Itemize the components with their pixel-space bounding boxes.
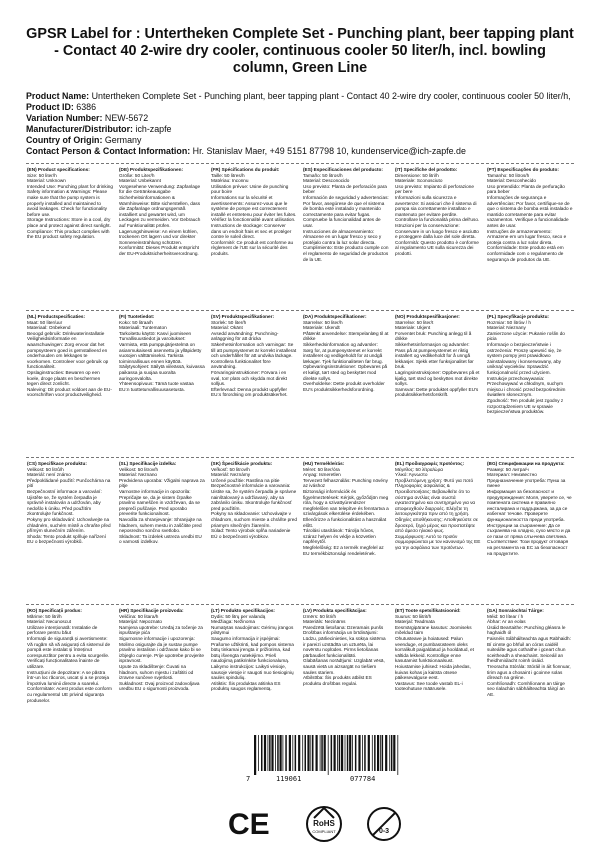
spec-section (210, 458, 298, 604)
product-name-line: Product Name: Untertheken Complete Set - Punching plant, beer tapping plant - Contact 40 2-wire dry cooler, continuous cooler 50 liter/h, (26, 91, 571, 101)
spec-section-heading: (DE) Produktspezifikationen: (119, 167, 184, 172)
variation-line: Variation Number: NEW-5672 (26, 113, 149, 123)
spec-section (26, 164, 114, 310)
country-line: Country of Origin: Germany (26, 135, 142, 145)
spec-section-body: Koko: 50 litraa/h Materiaali: Tuntematon Tarkoitettu käyttö: Kasvi juomiseen Turvallisuustiedot ja varoitukset: Varmista, että pumppujärjestelmä on asianmukaisesti asennettu ja ylläpidetty vuotojen välttämiseksi. Tarkista toiminnallisuus ennen käyttöä. Säilytysohjeet: Säilytä viileässä, kuivassa paikassa ja suojaa suoralta auringonvalolta. Yhteensopivuus: Tämä tuote vastaa EU:n tuotteturvallisuusasetusta. (119, 319, 205, 392)
footer-marks (26, 735, 574, 795)
spec-section-heading: (CS) Specifikace produktu: (27, 461, 87, 466)
spec-section-body: Veľkosť: 50 litrov/h Materiál: Neznámy Určené použitie: Rastlina na pitie Bezpečnostné informácie a varovania: Uistite sa, že systém čerpadla je správne nainštalovaný a udržiavaný, aby sa zabránilo úniku. Skontrolujte funkčnosť pred použitím. Pokyny na skladovanie: Uchovávajte v chladnom, suchom mieste a chráňte pred priamym slnečným žiarením. Súlad: Tento výrobok spĺňa nariadenie EÚ o bezpečnosti výrobkov. (211, 466, 297, 539)
spec-section-heading: (RO) Specificații produs: (27, 608, 82, 613)
spec-section-body: Størrelse: 50 liter/h Materiale: Ukendt Påtænkt anvendelse: Stempelanlæg til at drikke Sikkerhedsinformation og advarsler: Sørg for, at pumpesystemet er korrekt installeret og vedligeholdt for at undgå lækager. Tjek funktionaliteten før brug. Opbevaringsinstruktioner: Opbevares på et køligt, tørt sted og beskyttet mod direkte sollys. Overholdelse: Dette produkt overholder EU's produktsikkerhedsforordning. (303, 319, 389, 392)
spec-row-2 (26, 311, 574, 457)
spec-section-heading: (PL) Specyfikacje produktu: (487, 314, 549, 319)
spec-section (302, 164, 390, 310)
spec-section-body: Μέγεθος: 50 λίτρα/ώρα Υλικό: Άγνωστο Προβλεπόμενη χρήση: Φυτό για ποτό Πληροφορίες ασφαλείας & Προειδοποιήσεις: Βεβαιωθείτε ότι το σύστημα αντλίας είναι σωστά εγκατεστημένο και συντηρημένο για να αποφευχθούν διαρροές. Ελέγξτε τη λειτουργικότητα πριν από τη χρήση. Οδηγίες αποθήκευσης: Αποθηκεύστε σε δροσερό, ξηρό μέρος και προστατέψτε από άμεσο ηλιακό φως. Συμμόρφωση: Αυτό το προϊόν συμμορφώνεται με τον κανονισμό της ΕΕ για την ασφάλεια των προϊόντων. (395, 466, 481, 550)
barcode-image (254, 735, 402, 775)
spec-section-body: Tamanho: 50 litros/h Material: Desconhecido Uso pretendido: Planta de perfuração para beber Informações de segurança e advertências: Por favor, certifique-se de que o sistema de bomba está instalado e mantido corretamente para evitar vazamentos. Verifique a funcionalidade antes de usar. Instruções de armazenamento: Armazene em um lugar fresco, seco e proteja contra a luz solar direta. Conformidade: Este produto está em conformidade com o regulamento de segurança de produtos da UE. (487, 172, 573, 262)
spec-section-heading: (LV) Produkta specifikācijas: (303, 608, 367, 613)
spec-section-body: Größe: 50 Liter/h Material: Unbekannt Vorgesehene Verwendung: Zapfanlage für die Getränkeausgabe Sicherheitsinformationen & Warnhinweise: Bitte sicherstellen, dass die Zapfanlage ordnungsgemäß installiert und gewartet wird, um Leckagen zu vermeiden. Vor Gebrauch auf Funktionalität prüfen. Lagerungshinweise: An einem kühlen, trockenen Ort lagern und vor direkter Sonneneinstrahlung schützen. Konformität: Dieses Produkt entspricht der EU-Produktsicherheitsverordnung. (119, 172, 201, 256)
spec-section (486, 311, 574, 457)
spec-section-heading: (ES) Especificaciones del producto: (303, 167, 383, 172)
spec-section-body: Mărime: 50 litri/h Material: Necunoscut Utilizare intenționată: Instalatie de perforare pentru băut Informații de siguranță și avertismente: Vă rugăm să vă asigurați că sistemul de pompă este instalat și întreținut corespunzător pentru a evita scurgerile. Verificați funcționalitatea înainte de utilizare. Instrucțiuni de depozitare: A se păstra într-un loc răcoros, uscat și a se proteja împotriva luminii directe a soarelui. Conformitate: Acest produs este conform cu regulamentul UE privind siguranța produselor. (27, 613, 112, 703)
spec-section (118, 311, 206, 457)
spec-section-body: Størrelse: 50 liter/t Materiale: Ukjent Forventet bruk: Punching anlegg til å drikke Sikkerhetsinformasjon og advarsler: Pass på at pumpesystemet er riktig installert og vedlikeholdt for å unngå lekkasjer. Sjekk etter funksjonalitet før bruk. Lagringsinstruksjoner: Oppbevares på et kjølig, tørt sted og beskyttes mot direkte sollys. Samsvar: Dette produktet oppfyller EU's produktsikkerhetsforskrift. (395, 319, 480, 398)
spec-section-body: Размер: 50 литра/ч Материал: Неизвестно Предназначение употреба: Пунш за пиене Информация за безопасност и предупреждения: Моля, уверете се, че помпената система е правилно инсталирана и поддържана, за да се избегнат течове. Проверете функционалността преди употреба. Инструкции за съхранение: Да се съхранява на хладно, сухо място и да се пази от пряка слънчева светлина. Съответствие: Този продукт отговаря на регламента на ЕС за безопасност на продуктите. (487, 466, 572, 556)
spec-section-body: Velikost: 50 litrů/h Materiál: není známo Předpokládané použití: Punčochárna na pití Bezpečnostní informace a varování: Ujistěte se, že systém čerpadla je správně instalován a udržován, aby nedošlo k úniku. Před použitím zkontrolujte funkčnost. Pokyny pro skladování: Uchovávejte na chladném, suchém místě a chraňte před přímým slunečním zářením. Shoda: Tento produkt splňuje nařízení EU o bezpečnosti výrobků. (27, 466, 111, 545)
spec-row-3 (26, 458, 574, 604)
label-title: GPSR Label for : Untertheken Complete Set - Punching plant, beer tapping plant - Contact 40 2-wire dry cooler, continuous cooler 50 liter/h, incl. bowling column, Green Line (26, 26, 574, 76)
spec-section-body: Suurus: 50 liitrit/h Materjal: Teadmata Eesmärgipärane kasutus: Joomiseks mõeldud taim Ohutusteave ja hoiatused: Palun veenduge, et pumbasüsteem oleks korralikult paigaldatud ja hooldatud, et vältida lekkeid. Kontrollige enne kasutamist funktsionaalsust. Hoiustamise juhised: Hoida jahedas, kuivas kohas ja kaitsta otsese päikesevalguse eest. Vastavus: See toode vastab EL-i tooteohutuse määrusele. (395, 613, 474, 692)
spec-section (210, 311, 298, 457)
spec-section-body: Izmērs: 50 litri/h Materiāls: Nezināms Paredzētā lietošana: Dzeramais punšs Drošības informācija un brīdinājumi: Lūdzu, pārliecinieties, ka sūkņa sistēma ir pareizi uzstādīta un uzturēta, lai novērstu noplūdes. Pirms lietošanas pārbaudiet funkcionalitāti. Glabāšanas norādījumi: Uzglabāt vēsā, sausā vietā un aizsargāt no tiešiem saules stariem. Atbilstība: Šis produkts atbilst ES produktu drošības regulai. (303, 613, 386, 686)
spec-section-body: Méret: 50 liter/óra Anyag: Ismeretlen Tervezett felhasználás: Punching növény az iváshoz Biztonsági információk és figyelmeztetések: Kérjük, győződjön meg róla, hogy a szivattyúrendszer megfelelően van telepítve és fenntartva a szivárgások elkerülése érdekében. Ellenőrizze a funkcionalitást a használat előtt. Tárolási utasítások: Tárolja hűvös, száraz helyen és védje a közvetlen napfénytől. Megfelelőség: Ez a termék megfelel az EU termékbiztonsági rendeletének. (303, 466, 389, 556)
svg-text:RoHS: RoHS (313, 819, 335, 828)
compliance-icons (226, 804, 426, 844)
spec-section-heading: (PT) Especificações do produto: (487, 167, 559, 172)
contact-line: Contact Person & Contact Information: Hr. Stanislav Maer, +49 5151 87798 10, kundenservice@ich-zapfe.de (26, 146, 466, 156)
spec-row-4 (26, 605, 574, 733)
spec-section (26, 458, 114, 604)
barcode-digits-mid: 119061 (276, 775, 302, 783)
spec-section-body: Size: 50 liter/h Material: Unknown Intended Use: Punching plant for drinking Safety information & Warnings: Please make sure that the pump system is properly installed and maintained to avoid leakages. Check for functionality before use. Storage Instructions: Store in a cool, dry place and protect against direct sunlight. Compliance: This product complies with the EU product safety regulation. (27, 172, 113, 240)
spec-section-body: Dydis: 50 litrų per valandą Medžiaga: Nežinoma Numatytas naudojimas: Gėrimų įrangos pilstymui Saugumo informacija ir įspėjimai: Prašome užtikrinti, kad pompos sistema būtų tinkamai įrengta ir prižiūrima, kad būtų išvengta nutekėjimo. Prieš naudojimą patikrinkite funkcionalumą. Laikymo instrukcijos: Laikyti vėsioje, sausoje vietoje ir saugoti nuo tiesioginių saulės spindulių. Atitiktis: Šis produktas atitinka ES produktų saugos reglamentą. (211, 613, 294, 692)
spec-section-heading: (IT) Specifiche del prodotto: (395, 167, 458, 172)
barcode-digit-left: 7 (246, 775, 251, 783)
spec-section-heading: (SK) Špecifikácie produktu: (211, 461, 273, 466)
barcode-digits (246, 775, 416, 785)
spec-section (302, 311, 390, 457)
spec-section (302, 458, 390, 604)
spec-section-heading: (FI) Tuotetiedot: (119, 314, 155, 319)
spec-section-body: Tamaño: 50 litros/h Material: Desconocido Uso previsto: Planta de perforación para beber Información de seguridad y advertencias: Por favor, asegúrese de que el sistema de bomba esté instalado y mantenido correctamente para evitar fugas. Compruebe la funcionalidad antes de usar. Instrucciones de almacenamiento: Almacene en un lugar fresco y seco y protéjalo contra la luz solar directa. Cumplimiento: Este producto cumple con el reglamento de seguridad de productos de la UE. (303, 172, 389, 262)
spec-section-heading: (EN) Product specifications: (27, 167, 90, 172)
svg-text:COMPLIANT: COMPLIANT (312, 829, 336, 834)
spec-section-heading: (NL) Productspecificaties: (27, 314, 86, 319)
spec-section-heading: (HU) Termékleírás: (303, 461, 345, 466)
spec-section-heading: (LT) Produkto specifikacijos: (211, 608, 275, 613)
spec-section-heading: (SV) Produktspecifikationer: (211, 314, 275, 319)
spec-section-heading: (BG) Спецификации на продукта: (487, 461, 565, 466)
age-warning-icon (368, 808, 400, 840)
spec-section-body: Veličina: 50 litara/h Materijal: Nepoznato Namjena upotrebe: Uređaj za točenje za ispuštanje pića Sigurnosne informacije i upozorenja: Molimo osigurajte da je sustav pumpe pravilno instaliran i održavan kako bi se izbjeglo curenje. Prije upotrebe provjerite ispravnost. Upute za skladištenje: Čuvati na hladnom, suhom mjestu i zaštititi od izravne sunčeve svjetlosti. Sukladnost: Ovaj proizvod zadovoljava uredbu EU o sigurnosti proizvoda. (119, 613, 204, 692)
spec-section (394, 311, 482, 457)
spec-section-heading: (DA) Produktspecifikationer: (303, 314, 367, 319)
spec-section (302, 605, 390, 733)
spec-section (118, 605, 206, 733)
spec-section-heading: (NO) Produktspesifikasjoner: (395, 314, 460, 319)
spec-section (394, 164, 482, 310)
spec-section (486, 458, 574, 604)
spec-section-body: Storlek: 50 liter/h Material: Okänt Avsedd användning: Punchning-anläggning för att dricka Säkerhetsinformation och varningar: Se till att pumpsystemet är korrekt installerat och underhållet för att undvika läckage. Kontrollera funktionalitet före användning. Förvaringsinstruktioner: Förvara i en sval, torr plats och skydda mot direkt solljus. Efterlevnad: Denna produkt uppfyller EU:s förordning om produktsäkerhet. (211, 319, 297, 398)
spec-section (118, 458, 206, 604)
spec-section (486, 605, 574, 733)
rohs-icon (307, 807, 341, 841)
spec-section-body: Méid: 50 lítear / h Ábhar: Ar an eolas Úsáid Beartaithe: Punching gléasra le haghaidh ól Faisnéis Sábháilteachta agus Rabhaidh: Bí cinnte go bhfuil an córas caidéil suiteáilte agus cothaithe i gceart chun sceitheadh a sheachaint. Seiceáil an fheidhmiúlacht roimh úsáid. Treoracha Stórála: Stóráil in áit fionnuar, tirim agus a chosaint i gcoinne solas díreach na gréine. Comhlíonadh: Comhlíonann an táirge seo rialachán sábháilteachta táirgí an AE. (487, 613, 571, 697)
spec-section-heading: (SL) Specifikacije izdelka: (119, 461, 177, 466)
spec-section (394, 458, 482, 604)
spec-section (394, 605, 482, 733)
spec-section-heading: (HR) Specifikacije proizvoda: (119, 608, 184, 613)
ce-mark-icon (228, 808, 270, 841)
spec-section-heading: (GA) Sonraíochtaí Táirge: (487, 608, 544, 613)
spec-section-heading: (FR) Spécifications du produit: (211, 167, 280, 172)
spec-section (210, 164, 298, 310)
spec-section-body: Velikost: 50 litrov/h Material: Neznano Predvidena uporaba: Vžigalni naprava za pitje Varnostne informacije in opozorila: Prepričajte se, da je sistem črpalke pravilno nameščen in vzdrževan, da se prepreči puščanje. Pred uporabo preverite funkcionalnost. Navodila za shranjevanje: Shranjujte na hladnem, suhem mestu in zaščitite pred neposredno sončno svetlobo. Skladnost: Ta izdelek ustreza uredbi EU o varnosti izdelkov. (119, 466, 205, 545)
svg-text:0-3: 0-3 (378, 828, 390, 835)
spec-section-body: Dimensione: 50 litri/h Materiale: Sconosciuto Uso previsto: Impianto di perforazione per bere Informazioni sulla sicurezza e avvertenze: Si assicuri che il sistema di pompa sia correttamente installato e mantenuto per evitare perdite. Controllare la funzionalità prima dell'uso. Istruzioni per la conservazione: Conservare in un luogo fresco e asciutto e proteggere dalla luce del sole diretta. Conformità: Questo prodotto è conforme al regolamento UE sulla sicurezza dei prodotti. (395, 172, 480, 256)
spec-row-1 (26, 164, 574, 310)
spec-section (26, 605, 114, 733)
spec-section-heading: (ET) Toote spetsifikatsioonid: (395, 608, 461, 613)
spec-section (118, 164, 206, 310)
manufacturer-line: Manufacturer/Distributor: ich-zapfe (26, 124, 172, 134)
spec-section-heading: (EL) Προδιαγραφές προϊόντος: (395, 461, 465, 466)
product-meta (26, 91, 574, 157)
spec-section (486, 164, 574, 310)
spec-section (26, 311, 114, 457)
product-id-line: Product ID: 6386 (26, 102, 97, 112)
spec-section (210, 605, 298, 733)
spec-section-body: Taille: 50 litres/h Matériau: Inconnu Utilisation prévue: Usine de punching pour boire Informations sur la sécurité et avertissements: Assurez-vous que le système de pompe est correctement installé et entretenu pour éviter les fuites. Vérifiez la fonctionnalité avant utilisation. Instructions de stockage: Conserver dans un endroit frais et sec et protéger contre le soleil direct. Conformité: Ce produit est conforme au règlement de l'UE sur la sécurité des produits. (211, 172, 297, 256)
barcode-digits-right: 077784 (350, 775, 376, 783)
svg-text:CE: CE (228, 808, 270, 841)
spec-section-body: Rozmiar: 50 litrów / h Materiał: Nieznany Zamierzone użycie: Pukanie roślin do picia Informacje o bezpieczeństwie i ostrzeżenia: Proszę upewnić się, że system pompy jest prawidłowo zainstalowany i konserwowany, aby uniknąć wycieków. Sprawdzić funkcjonalność przed użyciem. Instrukcje przechowywania: Przechowywać w chłodnym, suchym miejscu i chronić przed bezpośrednim światłem słonecznym. Zgodność: Ten produkt jest zgodny z rozporządzeniem UE w sprawie bezpieczeństwa produktów. (487, 319, 566, 415)
spec-section-body: Maat: 50 liter/uur Materiaal: Onbekend Beoogd gebruik: Drinkwaterinstallatie Veiligheidsinformatie en waarschuwingen: Zorg ervoor dat het pompsysteem goed is geïnstalleerd en onderhouden om lekkages te voorkomen. Controleer voor gebruik op functionaliteit. Opslaginstructies: Bewaren op een koele, droge plaats en beschermen tegen direct zonlicht. Naleving: Dit product voldoet aan de EU-voorschriften voor productveiligheid. (27, 319, 112, 398)
